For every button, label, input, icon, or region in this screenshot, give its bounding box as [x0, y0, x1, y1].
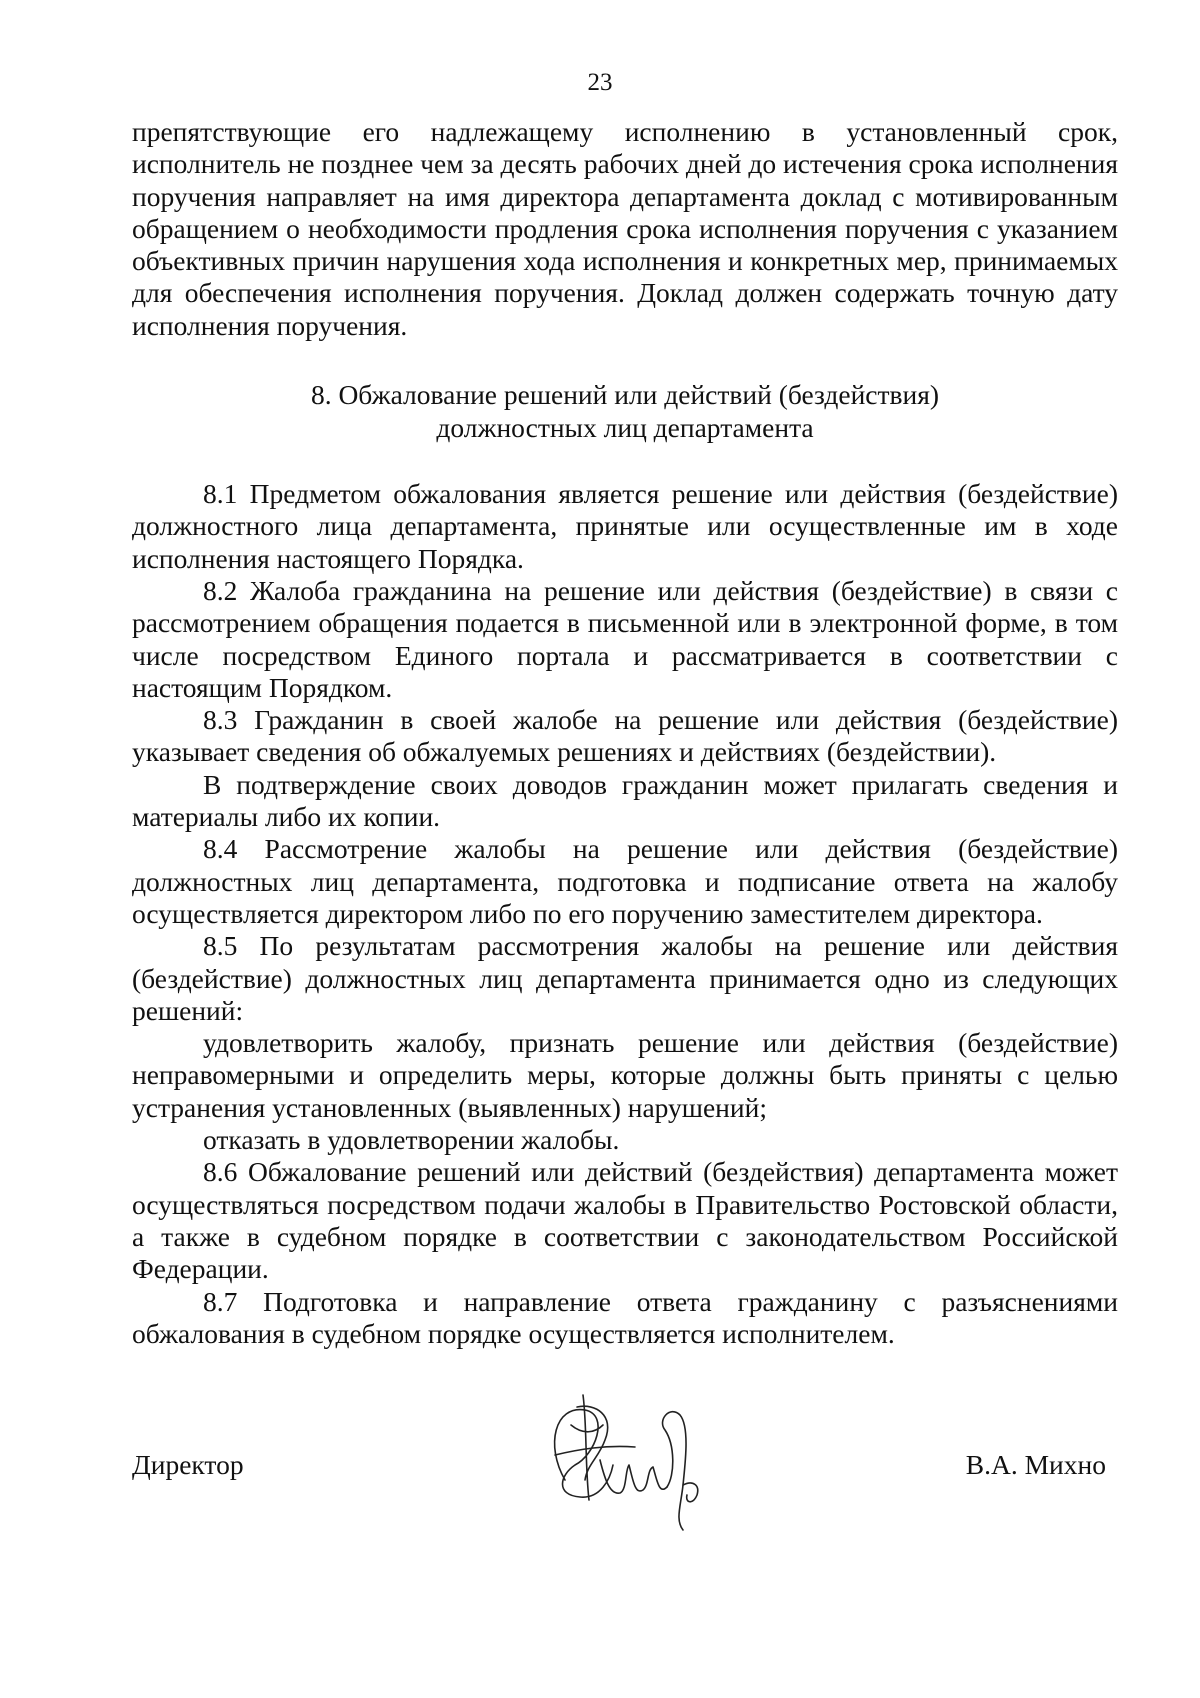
document-body: [132, 116, 1118, 1350]
paragraph-8-6: 8.6 Обжалование решений или действий (бездействия) департамента может осуществляться посредством подачи жалобы в Правительство Ростовской области, а также в судебном порядке в соответствии с законодательством Российской Федерации.: [132, 1156, 1118, 1285]
section-title-line-1: 8. Обжалование решений или действий (бездействия): [310, 379, 940, 411]
paragraph-8-2: 8.2 Жалоба гражданина на решение или действия (бездействие) в связи с рассмотрением обращения подается в письменной или в электронной форме, в том числе посредством Единого портала и рассматривается в соответствии с настоящим Порядком.: [132, 574, 1118, 703]
signatory-name: В.А. Михно: [965, 1449, 1106, 1480]
paragraph-8-1: 8.1 Предметом обжалования является решение или действия (бездействие) должностного лица департамента, принятые или осуществленные им в ходе исполнения настоящего Порядка.: [132, 478, 1118, 574]
paragraph-8-7: 8.7 Подготовка и направление ответа гражданину с разъяснениями обжалования в судебном порядке осуществляется исполнителем.: [132, 1285, 1118, 1349]
paragraph-8-3: 8.3 Гражданин в своей жалобе на решение или действия (бездействие) указывает сведения об обжалуемых решениях и действиях (бездействии).: [132, 704, 1118, 768]
paragraph-8-5-option-refuse: отказать в удовлетворении жалобы.: [203, 1124, 620, 1156]
section-title: [132, 378, 1118, 444]
section-title-line-2: должностных лиц департамента: [436, 412, 814, 444]
handwritten-signature: [525, 1385, 725, 1535]
paragraph-8-5-option-satisfy: удовлетворить жалобу, признать решение или действия (бездействие) неправомерными и определить меры, которые должны быть приняты с целью устранения установленных (выявленных) нарушений;: [132, 1027, 1118, 1123]
signatory-role: Директор: [132, 1449, 244, 1480]
paragraph-8-4: 8.4 Рассмотрение жалобы на решение или действия (бездействие) должностных лиц департамента, подготовка и подписание ответа на жалобу осуществляется директором либо по его поручению заместителем директора.: [132, 833, 1118, 929]
paragraph-8-3-evidence: В подтверждение своих доводов гражданин может прилагать сведения и материалы либо их копии.: [132, 768, 1118, 833]
paragraph-continuation: препятствующие его надлежащему исполнению в установленный срок, исполнитель не позднее чем за десять рабочих дней до истечения срока исполнения поручения направляет на имя директора департамента доклад с мотивированным обращением о необходимости продления срока исполнения поручения с указанием объективных причин нарушения хода исполнения и конкретных мер, принимаемых для обеспечения исполнения поручения. Доклад должен содержать точную дату исполнения поручения.: [132, 116, 1118, 341]
page-number: 23: [587, 69, 613, 96]
paragraph-8-5: 8.5 По результатам рассмотрения жалобы на решение или действия (бездействие) должностных лиц департамента принимается одно из следующих решений:: [132, 930, 1118, 1026]
